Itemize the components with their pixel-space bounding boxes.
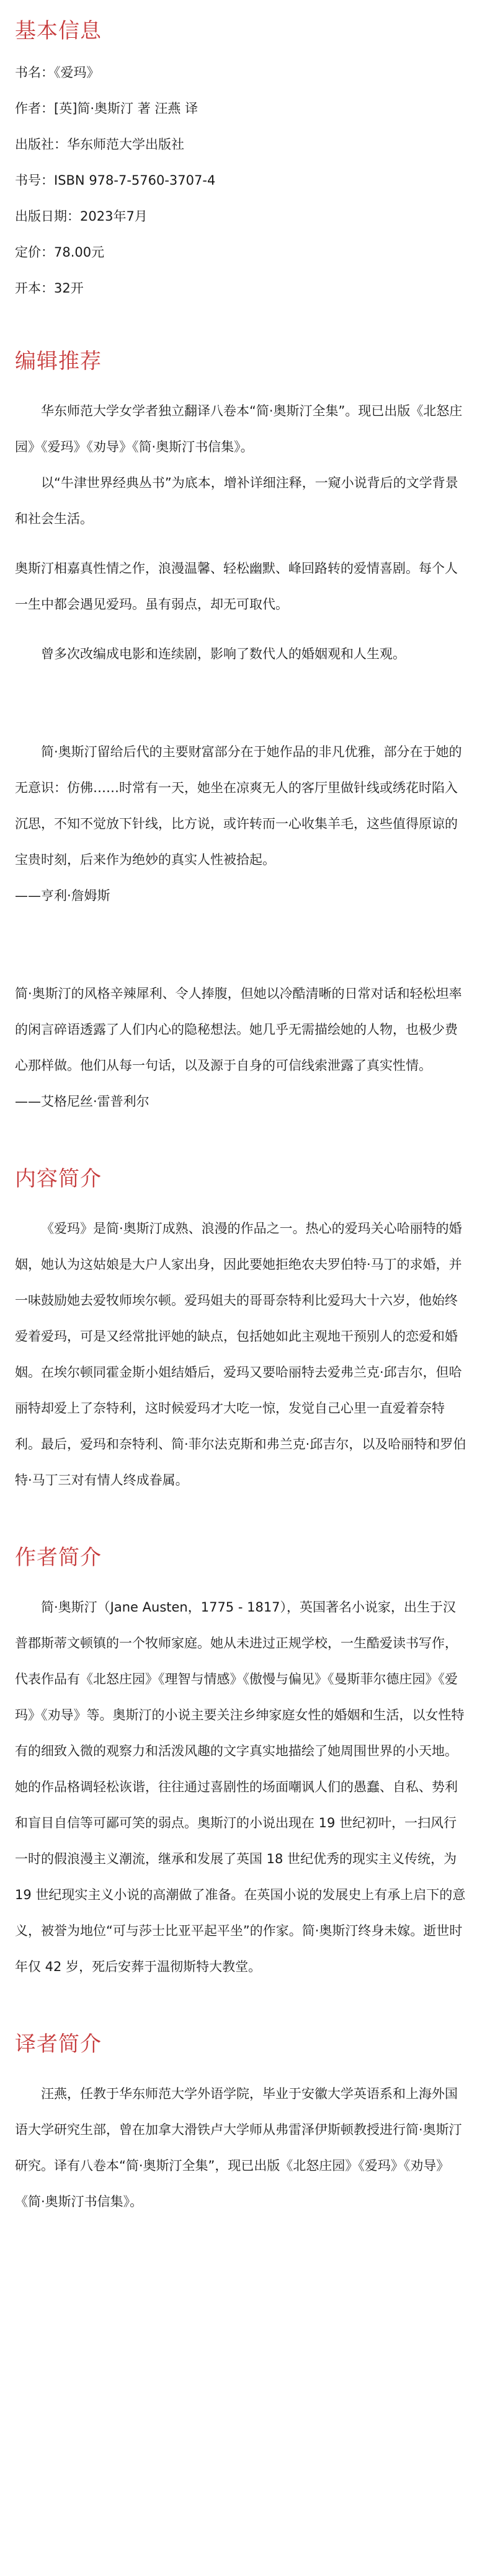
- review-quote: 简·奥斯汀的风格辛辣犀利、令人捧腹，但她以冷酷清晰的日常对话和轻松坦率的闲言碎语透露了人们内心的隐秘想法。她几乎无需描绘她的人物，也极少费心那样做。他们从每一句话，以及源于自身的可信线索泄露了真实性情。: [15, 986, 462, 1073]
- review-signature: ——亨利·詹姆斯: [15, 888, 110, 903]
- format-line: 开本：32开: [15, 281, 84, 296]
- publisher-line: 出版社：华东师范大学出版社: [15, 137, 184, 152]
- basic-info-section: [15, 14, 468, 298]
- book-title-line: 书名：《爱玛》: [15, 65, 100, 80]
- isbn-line: 书号：ISBN 978-7-5760-3707-4: [15, 173, 216, 188]
- content-paragraph: 《爱玛》是简·奥斯汀成熟、浪漫的作品之一。热心的爱玛关心哈丽特的婚姻，她认为这姑娘是大户人家出身，因此要她拒绝农夫罗伯特·马丁的求婚，并一味鼓励她去爱牧师埃尔顿。爱玛姐夫的哥哥奈特利比爱玛大十六岁，他始终爱着爱玛，可是又经常批评她的缺点，包括她如此主观地干预别人的恋爱和婚姻。在埃尔顿同霍金斯小姐结婚后，爱玛又要哈丽特去爱弗兰克·邱吉尔，但哈丽特却爱上了奈特利，这时候爱玛才大吃一惊，发觉自己心里一直爱着奈特利。最后，爱玛和奈特利、简·菲尔法克斯和弗兰克·邱吉尔，以及哈丽特和罗伯特·马丁三对有情人终成眷属。: [15, 1221, 466, 1488]
- editor-paragraph: 华东师范大学女学者独立翻译八卷本“简·奥斯汀全集”。现已出版《北怒庄园》《爱玛》《劝导》《简·奥斯汀书信集》。: [15, 404, 463, 454]
- review-quote: 简·奥斯汀留给后代的主要财富部分在于她作品的非凡优雅，部分在于她的无意识：仿佛……时常有一天，她坐在凉爽无人的客厅里做针线或绣花时陷入沉思，不知不觉放下针线，比方说，或许转而一心收集羊毛，这些值得原谅的宝贵时刻，后来作为绝妙的真实人性被拾起。: [15, 744, 462, 867]
- pub-date-line: 出版日期：2023年7月: [15, 209, 148, 224]
- editor-paragraph: 以“牛津世界经典丛书”为底本，增补详细注释，一窥小说背后的文学背景和社会生活。: [15, 475, 458, 526]
- author-intro-title: 作者简介: [15, 1545, 102, 1570]
- author-intro-section: [15, 1540, 468, 1985]
- content-intro-section: [15, 1162, 468, 1498]
- editor-paragraph: 奥斯汀相嘉真性情之作，浪漫温馨、轻松幽默、峰回路转的爱情喜剧。每个人一生中都会遇见爱玛。虽有弱点，却无可取代。: [15, 561, 458, 612]
- translator-intro-section: [15, 2027, 468, 2220]
- review-signature: ——艾格尼丝·雷普利尔: [15, 1094, 149, 1109]
- author-line: 作者：[英]简·奥斯汀 著 汪燕 译: [15, 101, 198, 116]
- editor-recommend-section: [15, 344, 468, 1119]
- editor-paragraph: 曾多次改编成电影和连续剧，影响了数代人的婚姻观和人生观。: [41, 646, 406, 661]
- content-intro-title: 内容简介: [15, 1167, 102, 1191]
- translator-intro-title: 译者简介: [15, 2032, 102, 2057]
- translator-paragraph: 汪燕，任教于华东师范大学外语学院，毕业于安徽大学英语系和上海外国语大学研究生部，曾在加拿大滑铁卢大学师从弗雷泽伊斯顿教授进行简·奥斯汀研究。译有八卷本“简·奥斯汀全集”，现已出版《北怒庄园》《爱玛》《劝导》《简·奥斯汀书信集》。: [15, 2086, 462, 2209]
- editor-recommend-title: 编辑推荐: [15, 349, 102, 374]
- basic-info-title: 基本信息: [15, 19, 102, 43]
- price-line: 定价：78.00元: [15, 245, 105, 260]
- author-paragraph: 简·奥斯汀（Jane Austen，1775 - 1817），英国著名小说家，出生于汉普郡斯蒂文顿镇的一个牧师家庭。她从未进过正规学校，一生酷爱读书写作，代表作品有《北怒庄园》《理智与情感》《傲慢与偏见》《曼斯菲尔德庄园》《爱玛》《劝导》等。奥斯汀的小说主要关注乡绅家庭女性的婚姻和生活，以女性特有的细致入微的观察力和活泼风趣的文字真实地描绘了她周围世界的小天地。她的作品格调轻松诙谐，往往通过喜剧性的场面嘲讽人们的愚蠢、自私、势利和盲目自信等可鄙可笑的弱点。奥斯汀的小说出现在 19 世纪初叶，一扫风行一时的假浪漫主义潮流，继承和发展了英国 18 世纪优秀的现实主义传统，为 19 世纪现实主义小说的高潮做了准备。在英国小说的发展史上有承上启下的意义，被誉为地位“可与莎士比亚平起平坐”的作家。简·奥斯汀终身未嫁。逝世时年仅 42 岁，死后安葬于温彻斯特大教堂。: [15, 1600, 466, 1974]
